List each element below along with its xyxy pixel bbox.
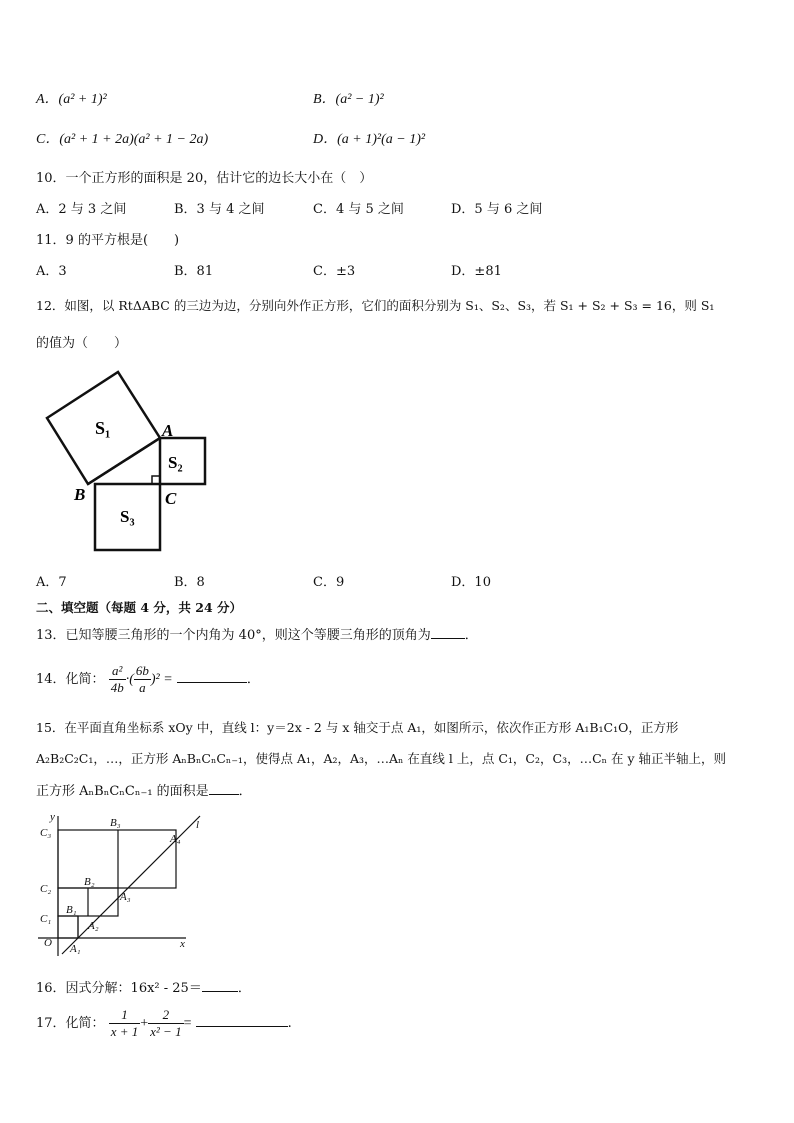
q9-option-d: D．(a + 1)²(a − 1)² <box>313 132 426 147</box>
q11-stem: 11．9 的平方根是( ) <box>36 233 180 248</box>
q17: 17．化简： $\frac{1}{x + 1}$ + $\frac{2}{\text{x² − 1}}$ = . <box>36 1007 292 1039</box>
q15-label-x: x <box>180 938 185 950</box>
q9-option-b: B．(a² − 1)² <box>313 92 384 107</box>
q14: 14．化简： $\frac{\text{a²}}{4b}$ ·( $\frac{6b}{a}$ )² = ． <box>36 663 260 695</box>
q10-option-c: C．4 与 5 之间 <box>313 202 404 217</box>
q17-answer-blank <box>196 1025 288 1027</box>
q9-option-a: A．(a² + 1)² <box>36 92 107 107</box>
q13 <box>36 624 478 643</box>
q12-label-s2: S₂ <box>168 453 183 472</box>
q15-line1: 15．在平面直角坐标系 xOy 中，直线 l：y＝2x - 2 与 x 轴交于点 A₁，如图所示，依次作正方形 A₁B₁C₁O，正方形 <box>36 720 679 735</box>
q12-option-b: B．8 <box>174 575 205 590</box>
q12-option-c: C．9 <box>313 575 345 590</box>
q12-label-b: B <box>74 485 86 504</box>
q14-prefix: 14．化简： <box>36 672 105 687</box>
q11-option-a: A．3 <box>36 264 67 279</box>
q10-option-d: D．5 与 6 之间 <box>451 202 543 217</box>
q16-answer-blank <box>202 990 238 992</box>
q12-stem-line1: 12．如图，以 RtΔABC 的三边为边，分别向外作正方形，它们的面积分别为 S₁、S₂、S₃，若 S₁ + S₂ + S₃ = 16，则 S₁ <box>36 298 715 313</box>
q17-prefix: 17．化简： <box>36 1016 105 1031</box>
q12-figure <box>40 364 220 556</box>
q15-label-b2: B₂ <box>84 876 95 888</box>
q15-label-a1: A₁ <box>70 943 81 955</box>
q15-line2: A₂B₂C₂C₁，…，正方形 AₙBₙCₙCₙ₋₁，使得点 A₁，A₂，A₃，…Aₙ 在直线 l 上，点 C₁，C₂，C₃，…Cₙ 在 y 轴正半轴上，则 <box>36 751 727 766</box>
q12-stem-line2: 的值为（ ） <box>36 336 128 351</box>
q16: 16．因式分解：16x² - 25＝ ． <box>36 981 251 996</box>
q12-option-d: D．10 <box>451 575 491 590</box>
q12-option-a: A．7 <box>36 575 67 590</box>
q12-label-s1: S₁ <box>95 418 111 438</box>
q12-label-c: C <box>165 489 177 508</box>
q15-label-o: O <box>44 937 52 949</box>
q15-label-c3: C₃ <box>40 827 52 839</box>
q12-label-s3: S₃ <box>120 507 135 526</box>
q14-fraction-2: $\frac{6b}{a}$ <box>135 663 149 695</box>
q14-answer-blank <box>177 681 247 683</box>
q15-answer-blank <box>209 793 239 795</box>
q10-stem: 10．一个正方形的面积是 20，估计它的边长大小在（ ） <box>36 171 373 186</box>
q9-option-c: C．(a² + 1 + 2a)(a² + 1 − 2a) <box>36 132 209 147</box>
q15-figure <box>36 808 216 958</box>
q15-label-a3: A₃ <box>120 891 131 903</box>
q15-label-c1: C₁ <box>40 913 52 925</box>
q11-option-c: C．±3 <box>313 264 356 279</box>
q17-fraction-1: $\frac{1}{x + 1}$ <box>110 1007 139 1039</box>
q10-option-b: B．3 与 4 之间 <box>174 202 265 217</box>
q15-line3: 正方形 AₙBₙCₙCₙ₋₁ 的面积是 ． <box>36 784 252 799</box>
q10-option-a: A．2 与 3 之间 <box>36 202 127 217</box>
q17-fraction-2: $\frac{2}{\text{x² − 1}}$ <box>150 1007 182 1039</box>
q12-label-a: A <box>162 421 174 440</box>
q15-label-a4: A₄ <box>170 833 181 845</box>
q13-answer-blank <box>431 637 465 639</box>
q15-label-c2: C₂ <box>40 883 52 895</box>
q15-label-b1: B₁ <box>66 904 77 916</box>
q11-option-d: D．±81 <box>451 264 502 279</box>
q13-stem: 13．已知等腰三角形的一个内角为 40°，则这个等腰三角形的顶角为 <box>36 628 431 643</box>
q11-option-b: B．81 <box>174 264 214 279</box>
q13-end: ． <box>464 628 478 643</box>
q16-stem: 16．因式分解：16x² - 25＝ <box>36 981 202 996</box>
q15-label-b3: B₃ <box>110 817 121 829</box>
q15-label-a2: A₂ <box>88 920 99 932</box>
section-heading: 二、填空题（每题 4 分，共 24 分） <box>36 600 243 615</box>
q15-label-l: l <box>196 819 200 831</box>
q14-fraction-1: $\frac{\text{a²}}{4b}$ <box>110 663 124 695</box>
q15-label-y: y <box>50 811 55 823</box>
